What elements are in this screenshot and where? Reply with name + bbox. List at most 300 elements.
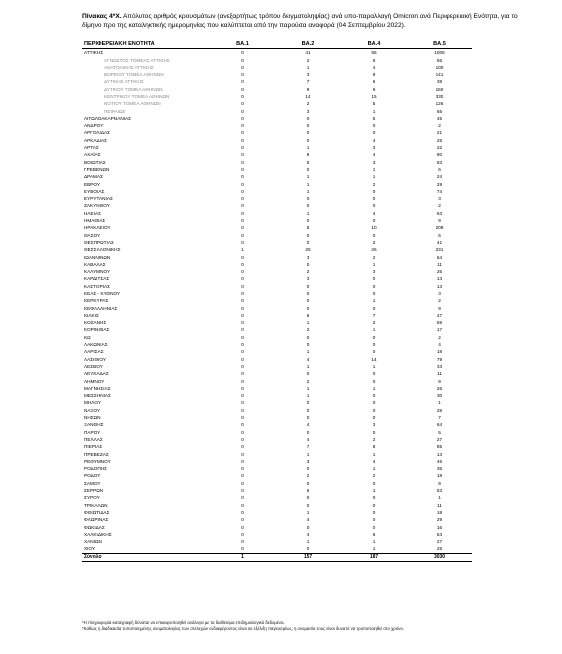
table-row <box>82 137 472 144</box>
region-name-cell: ΒΟΙΩΤΙΑΣ <box>84 159 106 165</box>
value-cell-ba5: 63 <box>436 210 443 216</box>
value-cell-ba4: 0 <box>372 509 376 515</box>
value-cell-ba4: 0 <box>372 393 376 399</box>
region-name-cell: ΛΕΥΚΑΔΑΣ <box>84 371 109 377</box>
value-cell-ba2: 1 <box>306 174 310 180</box>
value-cell-ba2: 0 <box>306 130 310 136</box>
region-name-cell: ΛΑΡΙΣΑΣ <box>84 349 104 355</box>
value-cell-ba5: 11 <box>437 371 442 377</box>
value-cell-ba4: 0 <box>372 283 376 289</box>
value-cell-ba1: 0 <box>241 108 244 114</box>
region-name-cell: ΑΡΓΟΛΙΔΑΣ <box>84 130 110 136</box>
value-cell-ba1: 0 <box>241 393 244 399</box>
value-cell-ba1: 0 <box>241 152 244 158</box>
value-cell-ba2: 3 <box>306 458 310 464</box>
region-name-cell: ΕΥΒΟΙΑΣ <box>84 188 105 194</box>
value-cell-ba4: 4 <box>372 64 376 70</box>
value-cell-ba4: 1 <box>372 327 376 333</box>
value-cell-ba5: 11 <box>437 502 442 508</box>
value-cell-ba1: 0 <box>241 415 244 421</box>
value-cell-ba4: 6 <box>372 79 376 85</box>
value-cell-ba5: 22 <box>436 145 443 151</box>
value-cell-ba2: 0 <box>306 371 310 377</box>
table-row <box>82 86 472 93</box>
table-row <box>82 487 472 494</box>
table-row <box>82 100 472 107</box>
value-cell-ba4: 14 <box>371 356 377 362</box>
value-cell-ba5: 100 <box>435 64 444 70</box>
value-cell-ba1: 0 <box>241 502 244 508</box>
value-cell-ba2: 25 <box>305 247 311 253</box>
value-cell-ba2: 6 <box>306 312 310 318</box>
value-cell-ba4: 6 <box>372 57 376 63</box>
value-cell-ba1: 0 <box>241 320 244 326</box>
table-row <box>82 451 472 458</box>
region-name-cell: ΚΙΛΚΙΣ <box>84 312 99 318</box>
value-cell-ba2: 0 <box>306 123 310 129</box>
value-cell-ba4: 1 <box>372 385 376 391</box>
region-name-cell: ΦΘΙΩΤΙΔΑΣ <box>84 509 110 515</box>
value-cell-ba1: 0 <box>241 159 244 165</box>
value-cell-ba2: 0 <box>306 115 310 121</box>
value-cell-ba2: 14 <box>305 93 311 99</box>
region-name-cell: ΧΑΝΙΩΝ <box>84 539 102 545</box>
region-name-cell: ΔΥΤΙΚΟΥ ΤΟΜΕΑ ΑΘΗΝΩΝ <box>104 86 163 92</box>
value-cell-ba2: 0 <box>306 261 310 267</box>
region-name-cell: ΚΑΣΤΟΡΙΑΣ <box>84 283 111 289</box>
value-cell-ba2: 1 <box>306 393 310 399</box>
region-name-cell: ΚΕΦΑΛΛΗΝΙΑΣ <box>84 305 118 311</box>
table-row <box>82 93 472 100</box>
value-cell-ba1: 0 <box>241 269 244 275</box>
table-row <box>82 531 472 538</box>
value-cell-ba5: 38 <box>436 79 443 85</box>
value-cell-ba4: 0 <box>372 342 376 348</box>
value-cell-ba5: 74 <box>436 188 443 194</box>
region-name-cell: ΡΕΘΥΜΝΟΥ <box>84 458 111 464</box>
table-row <box>82 421 472 428</box>
value-cell-ba4: 0 <box>372 517 376 523</box>
value-cell-ba5: 55 <box>436 320 443 326</box>
region-name-cell: ΣΕΡΡΩΝ <box>84 488 104 494</box>
value-cell-ba5: 9 <box>438 218 441 224</box>
value-cell-ba1: 0 <box>241 50 244 56</box>
value-cell-ba2: 1 <box>306 181 310 187</box>
region-name-cell: ΛΑΣΙΘΙΟΥ <box>84 356 107 362</box>
value-cell-ba1: 0 <box>241 473 244 479</box>
value-cell-ba4: 26 <box>371 247 377 253</box>
value-cell-ba5: 29 <box>436 517 443 523</box>
value-cell-ba2: 3 <box>306 108 310 114</box>
value-cell-ba5: 18 <box>436 349 443 355</box>
value-cell-ba2: 0 <box>306 298 310 304</box>
header-ba4: BA.4 <box>341 41 407 49</box>
value-cell-ba5: 85 <box>436 444 443 450</box>
table-row <box>82 261 472 268</box>
value-cell-ba4: 1 <box>372 466 376 472</box>
table-row <box>82 458 472 465</box>
total-ba2: 157 <box>275 553 341 561</box>
header-region: ΠΕΡΙΦΕΡΕΙΑΚΗ ΕΝΟΤΗΤΑ <box>82 41 210 49</box>
value-cell-ba5: 330 <box>435 93 444 99</box>
region-name-cell: ΔΡΑΜΑΣ <box>84 174 103 180</box>
table-row <box>82 268 472 275</box>
value-cell-ba2: 7 <box>306 79 310 85</box>
value-cell-ba1: 0 <box>241 400 244 406</box>
region-name-cell: ΑΡΚΑΔΙΑΣ <box>84 137 107 143</box>
value-cell-ba4: 0 <box>372 371 376 377</box>
value-cell-ba1: 0 <box>241 436 244 442</box>
value-cell-ba2: 4 <box>306 422 310 428</box>
value-cell-ba5: 63 <box>436 531 443 537</box>
region-name-cell: ΚΕΑΣ - ΚΥΘΝΟΥ <box>84 291 121 296</box>
value-cell-ba1: 0 <box>241 64 244 70</box>
value-cell-ba5: 9 <box>438 305 441 311</box>
region-name-cell: ΗΡΑΚΛΕΙΟΥ <box>84 225 111 231</box>
value-cell-ba2: 1 <box>306 64 310 70</box>
value-cell-ba1: 0 <box>241 363 244 369</box>
region-name-cell: ΝΟΤΙΟΥ ΤΟΜΕΑ ΑΘΗΝΩΝ <box>104 101 161 107</box>
region-name-cell: ΧΑΛΚΙΔΙΚΗΣ <box>84 531 112 537</box>
cases-table <box>82 41 472 562</box>
region-name-cell: ΛΑΚΩΝΙΑΣ <box>84 342 108 348</box>
value-cell-ba2: 2 <box>306 378 310 384</box>
region-name-cell: ΝΗΣΩΝ <box>84 415 101 421</box>
value-cell-ba5: 231 <box>435 247 444 253</box>
value-cell-ba2: 1 <box>306 363 310 369</box>
region-name-cell: ΣΥΡΟΥ <box>84 495 100 501</box>
value-cell-ba1: 0 <box>241 509 244 515</box>
value-cell-ba2: 0 <box>306 342 310 348</box>
region-name-cell: ΑΡΤΑΣ <box>84 145 99 151</box>
table-caption-label: Πίνακας 4*Χ. <box>82 13 122 20</box>
table-row <box>82 326 472 333</box>
value-cell-ba2: 1 <box>306 320 310 326</box>
table-row <box>82 516 472 523</box>
value-cell-ba5: 6 <box>438 232 441 238</box>
region-name-cell: ΑΧΑΪΑΣ <box>84 152 101 158</box>
value-cell-ba5: 80 <box>436 152 443 158</box>
table-row <box>82 108 472 115</box>
value-cell-ba5: 17 <box>436 327 443 333</box>
value-cell-ba2: 2 <box>306 473 310 479</box>
value-cell-ba1: 0 <box>241 79 244 85</box>
value-cell-ba4: 1 <box>372 166 376 172</box>
value-cell-ba4: 1 <box>372 298 376 304</box>
value-cell-ba4: 0 <box>372 188 376 194</box>
table-row <box>82 436 472 443</box>
value-cell-ba1: 0 <box>241 334 244 340</box>
value-cell-ba4: 2 <box>372 436 376 442</box>
region-name-cell: ΡΟΔΟΠΗΣ <box>84 466 108 472</box>
value-cell-ba4: 1 <box>372 108 376 114</box>
value-cell-ba1: 0 <box>241 72 244 78</box>
value-cell-ba5: 18 <box>436 509 443 515</box>
value-cell-ba4: 2 <box>372 473 376 479</box>
value-cell-ba2: 4 <box>306 436 310 442</box>
value-cell-ba1: 0 <box>241 407 244 413</box>
value-cell-ba4: 0 <box>372 429 376 435</box>
value-cell-ba2: 7 <box>306 444 310 450</box>
table-row <box>82 494 472 501</box>
table-row <box>82 275 472 282</box>
value-cell-ba1: 0 <box>241 181 244 187</box>
value-cell-ba4: 4 <box>372 458 376 464</box>
value-cell-ba1: 0 <box>241 298 244 304</box>
value-cell-ba4: 0 <box>372 415 376 421</box>
value-cell-ba4: 0 <box>372 305 376 311</box>
table-row <box>82 290 472 297</box>
value-cell-ba4: 15 <box>371 93 377 99</box>
value-cell-ba5: 9 <box>438 480 441 486</box>
value-cell-ba5: 150 <box>435 86 444 92</box>
value-cell-ba1: 0 <box>241 312 244 318</box>
table-row <box>82 297 472 304</box>
value-cell-ba1: 0 <box>241 531 244 537</box>
value-cell-ba5: 26 <box>436 385 443 391</box>
value-cell-ba1: 0 <box>241 130 244 136</box>
table-row <box>82 480 472 487</box>
table-row <box>82 545 472 553</box>
total-ba4: 187 <box>341 553 407 561</box>
value-cell-ba4: 0 <box>372 407 376 413</box>
region-name-cell: ΝΑΞΟΥ <box>84 407 101 413</box>
value-cell-ba4: 0 <box>372 334 376 340</box>
value-cell-ba5: 13 <box>436 451 443 457</box>
value-cell-ba5: 41 <box>436 239 443 245</box>
table-row <box>82 166 472 173</box>
value-cell-ba1: 0 <box>241 385 244 391</box>
value-cell-ba2: 6 <box>306 488 310 494</box>
value-cell-ba4: 3 <box>372 145 376 151</box>
value-cell-ba4: 0 <box>372 276 376 282</box>
header-ba5: BA.5 <box>407 41 472 49</box>
value-cell-ba1: 0 <box>241 327 244 333</box>
value-cell-ba2: 9 <box>306 86 310 92</box>
value-cell-ba1: 0 <box>241 261 244 267</box>
header-ba1: BA.1 <box>210 41 275 49</box>
region-name-cell: ΡΟΔΟΥ <box>84 473 101 479</box>
table-row <box>82 378 472 385</box>
value-cell-ba2: 0 <box>306 239 310 245</box>
value-cell-ba5: 56 <box>436 57 443 63</box>
table-row <box>82 429 472 436</box>
region-name-cell: ΜΕΣΣΗΝΙΑΣ <box>84 393 111 399</box>
value-cell-ba2: 0 <box>306 429 310 435</box>
region-name-cell: ΑΙΤΩΛΟΑΚΑΡΝΑΝΙΑΣ <box>84 115 132 121</box>
value-cell-ba2: 3 <box>306 72 310 78</box>
value-cell-ba5: 24 <box>436 174 443 180</box>
footnotes <box>82 620 542 632</box>
value-cell-ba1: 0 <box>241 196 244 202</box>
region-name-cell: ΒΟΡΕΙΟΥ ΤΟΜΕΑ ΑΘΗΝΩΝ <box>104 72 164 78</box>
value-cell-ba1: 0 <box>241 123 244 129</box>
value-cell-ba2: 4 <box>306 356 310 362</box>
value-cell-ba1: 0 <box>241 174 244 180</box>
value-cell-ba2: 2 <box>306 57 310 63</box>
region-name-cell: ΘΕΣΣΑΛΟΝΙΚΗΣ <box>84 247 121 253</box>
total-row <box>82 553 472 561</box>
value-cell-ba1: 0 <box>241 371 244 377</box>
value-cell-ba1: 0 <box>241 225 244 231</box>
value-cell-ba4: 2 <box>372 254 376 260</box>
value-cell-ba5: 3 <box>438 291 441 296</box>
value-cell-ba4: 7 <box>372 312 376 318</box>
value-cell-ba2: 8 <box>306 152 310 158</box>
table-row <box>82 524 472 531</box>
value-cell-ba4: 10 <box>371 225 377 231</box>
value-cell-ba2: 0 <box>306 232 310 238</box>
value-cell-ba1: 0 <box>241 524 244 530</box>
table-row <box>82 472 472 479</box>
value-cell-ba5: 11 <box>437 261 442 267</box>
region-name-cell: ΚΟΡΙΝΘΙΑΣ <box>84 327 110 333</box>
value-cell-ba5: 2 <box>438 334 441 340</box>
table-row <box>82 502 472 509</box>
value-cell-ba4: 0 <box>372 502 376 508</box>
value-cell-ba4: 0 <box>372 218 376 224</box>
value-cell-ba4: 5 <box>372 115 376 121</box>
value-cell-ba5: 30 <box>436 393 443 399</box>
value-cell-ba2: 0 <box>306 495 310 501</box>
table-row <box>82 144 472 151</box>
value-cell-ba4: 1 <box>372 261 376 267</box>
region-name-cell: ΤΡΙΚΑΛΩΝ <box>84 502 108 508</box>
region-name-cell: ΠΙΕΡΙΑΣ <box>84 444 103 450</box>
value-cell-ba2: 0 <box>306 415 310 421</box>
value-cell-ba5: 25 <box>436 546 443 552</box>
value-cell-ba1: 0 <box>241 283 244 289</box>
value-cell-ba4: 8 <box>372 444 376 450</box>
value-cell-ba5: 53 <box>436 488 443 494</box>
value-cell-ba2: 1 <box>306 451 310 457</box>
region-name-cell: ΚΩ <box>84 334 91 340</box>
table-row <box>82 363 472 370</box>
value-cell-ba5: 126 <box>435 101 444 107</box>
value-cell-ba4: 2 <box>372 320 376 326</box>
value-cell-ba1: 0 <box>241 517 244 523</box>
value-cell-ba2: 0 <box>306 166 310 172</box>
value-cell-ba4: 1 <box>372 546 376 552</box>
region-name-cell: ΦΛΩΡΙΝΑΣ <box>84 517 109 523</box>
value-cell-ba1: 0 <box>241 93 244 99</box>
value-cell-ba5: 27 <box>436 436 443 442</box>
table-row <box>82 78 472 85</box>
footnote: *Η πληροφορία καταγραφή δύναται να επικαιροποιηθεί ανάλογα με τα διαθέσιμα επιδημιολογικά δεδομένα. <box>82 620 285 625</box>
table-row <box>82 195 472 202</box>
table-row <box>82 407 472 414</box>
value-cell-ba1: 0 <box>241 101 244 107</box>
region-name-cell: ΣΑΜΟΥ <box>84 480 101 486</box>
value-cell-ba4: 0 <box>372 480 376 486</box>
region-name-cell: ΙΩΑΝΝΙΝΩΝ <box>84 254 111 260</box>
value-cell-ba4: 2 <box>372 181 376 187</box>
region-name-cell: ΗΜΑΘΙΑΣ <box>84 218 106 224</box>
value-cell-ba5: 141 <box>435 72 444 78</box>
value-cell-ba5: 47 <box>436 312 443 318</box>
table-row <box>82 356 472 363</box>
value-cell-ba1: 0 <box>241 254 244 260</box>
value-cell-ba2: 0 <box>306 400 310 406</box>
value-cell-ba2: 1 <box>306 385 310 391</box>
value-cell-ba1: 0 <box>241 539 244 545</box>
region-name-cell: ΔΥΤΙΚΗΣ ΑΤΤΙΚΗΣ <box>104 79 144 85</box>
value-cell-ba5: 4 <box>438 342 441 348</box>
region-name-cell: ΚΕΡΚΥΡΑΣ <box>84 298 109 304</box>
value-cell-ba5: 6 <box>438 166 441 172</box>
table-row <box>82 509 472 516</box>
value-cell-ba5: 33 <box>436 363 443 369</box>
value-cell-ba2: 0 <box>306 196 310 202</box>
value-cell-ba2: 5 <box>306 159 310 165</box>
value-cell-ba5: 9 <box>438 378 441 384</box>
value-cell-ba4: 0 <box>372 130 376 136</box>
table-caption <box>82 13 522 30</box>
value-cell-ba5: 7 <box>438 415 441 421</box>
table-row <box>82 159 472 166</box>
region-name-cell: ΞΑΝΘΗΣ <box>84 422 104 428</box>
value-cell-ba1: 0 <box>241 137 244 143</box>
value-cell-ba4: 5 <box>372 101 376 107</box>
region-name-cell: ΚΟΖΑΝΗΣ <box>84 320 107 326</box>
value-cell-ba1: 0 <box>241 210 244 216</box>
value-cell-ba4: 1 <box>372 363 376 369</box>
value-cell-ba5: 13 <box>436 283 443 289</box>
total-ba5: 3030 <box>407 553 472 561</box>
value-cell-ba4: 1 <box>372 539 376 545</box>
value-cell-ba2: 1 <box>306 539 310 545</box>
region-name-cell: ΚΕΝΤΡΙΚΟΥ ΤΟΜΕΑ ΑΘΗΝΩΝ <box>104 93 170 99</box>
value-cell-ba5: 13 <box>436 276 443 282</box>
value-cell-ba5: 5 <box>438 429 441 435</box>
value-cell-ba5: 25 <box>436 407 443 413</box>
value-cell-ba5: 25 <box>436 137 443 143</box>
value-cell-ba1: 0 <box>241 232 244 238</box>
region-name-cell: ΜΑΓΝΗΣΙΑΣ <box>84 385 111 391</box>
region-name-cell: ΕΒΡΟΥ <box>84 181 101 187</box>
value-cell-ba1: 0 <box>241 356 244 362</box>
value-cell-ba5: 27 <box>436 539 443 545</box>
value-cell-ba2: 1 <box>306 509 310 515</box>
table-row <box>82 210 472 217</box>
value-cell-ba4: 0 <box>372 232 376 238</box>
table-row <box>82 254 472 261</box>
value-cell-ba5: 2 <box>438 203 441 209</box>
value-cell-ba1: 0 <box>241 291 244 296</box>
value-cell-ba4: 0 <box>372 400 376 406</box>
region-name-cell: ΧΙΟΥ <box>84 546 96 552</box>
table-row <box>82 129 472 136</box>
table-row <box>82 392 472 399</box>
table-caption-text: Απόλυτος αριθμός κρουσμάτων (ανεξαρτήτως τρόπου δειγματοληψίας) ανά υπο-παραλλαγή Omicron ανά Περιφερειακή Ενότητα, για το δίμηνο προ της καταληκτικής ημερομηνίας που καλύπτεται από την παρούσα αναφορά (04 Σεπτεμβρίου 2022). <box>82 13 518 29</box>
value-cell-ba5: 18 <box>436 473 443 479</box>
value-cell-ba1: 0 <box>241 349 244 355</box>
value-cell-ba1: 0 <box>241 488 244 494</box>
table-body <box>82 49 472 553</box>
value-cell-ba2: 0 <box>306 137 310 143</box>
table-row <box>82 341 472 348</box>
value-cell-ba2: 2 <box>306 269 310 275</box>
table-row <box>82 71 472 78</box>
value-cell-ba1: 1 <box>241 247 244 253</box>
value-cell-ba5: 2 <box>438 298 441 304</box>
value-cell-ba5: 45 <box>436 458 443 464</box>
table-header-row <box>82 41 472 49</box>
value-cell-ba4: 6 <box>372 531 376 537</box>
table-row <box>82 232 472 239</box>
region-name-cell: ΘΑΣΟΥ <box>84 232 101 238</box>
value-cell-ba2: 1 <box>306 188 310 194</box>
